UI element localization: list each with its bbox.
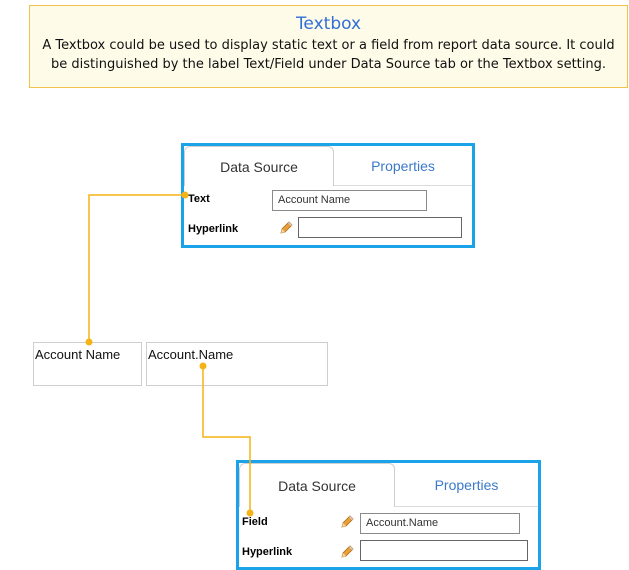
tab-properties[interactable]: Properties xyxy=(395,463,538,507)
textbox-settings-panel-field xyxy=(236,460,541,570)
text-label: Text xyxy=(188,193,210,205)
settings-tabs xyxy=(239,463,538,507)
field-value-field[interactable]: Account.Name xyxy=(360,513,520,534)
textbox-note xyxy=(29,5,628,88)
hyperlink-input[interactable] xyxy=(360,540,528,561)
note-body: A Textbox could be used to display static text or a field from report data source. It could be distinguished by the label Text/Field under Data Source tab or the Textbox setting. xyxy=(42,38,615,72)
textbox-settings-panel-text xyxy=(181,143,475,248)
tab-data-source[interactable]: Data Source xyxy=(184,146,334,186)
field-label: Field xyxy=(242,516,268,528)
settings-tabs xyxy=(184,146,472,186)
connector-text-to-static-cell xyxy=(89,195,185,342)
pencil-icon[interactable] xyxy=(339,544,355,564)
static-text-cell[interactable]: Account Name xyxy=(33,342,142,386)
field-text-cell[interactable]: Account.Name xyxy=(146,342,328,386)
hyperlink-label: Hyperlink xyxy=(242,546,293,558)
pencil-icon[interactable] xyxy=(278,220,294,240)
note-title: Textbox xyxy=(295,14,362,34)
hyperlink-label: Hyperlink xyxy=(188,223,239,235)
tab-data-source[interactable]: Data Source xyxy=(239,463,395,507)
hyperlink-input[interactable] xyxy=(298,217,462,238)
text-value-field[interactable]: Account Name xyxy=(272,190,427,211)
tab-properties[interactable]: Properties xyxy=(334,146,472,186)
pencil-icon[interactable] xyxy=(339,514,355,534)
